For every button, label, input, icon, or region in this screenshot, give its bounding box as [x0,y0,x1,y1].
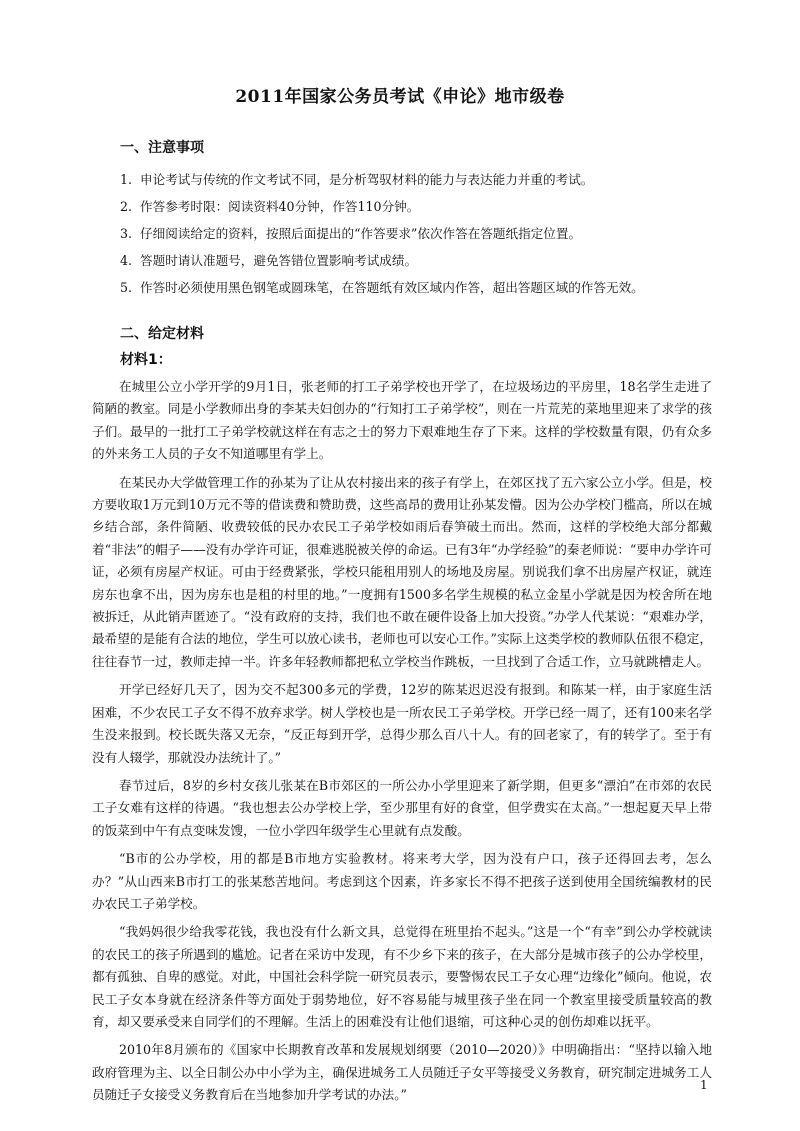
material-label: 材料1： [120,352,172,368]
material-paragraph: 开学已经好几天了，因为交不起300多元的学费，12岁的陈某迟迟没有报到。和陈某一样，由于家庭生活困难，不少农民工子女不得不放弃求学。树人学校也是一所农民工子弟学校。开学已经一周了，还有100来名学生没来报到。校长既失落又无奈，“反正每到开学，总得少那么百八十人。有的回老家了，有的转学了。至于有没有人辍学，那就没办法统计了。” [92,682,712,765]
material-paragraph: 在城里公立小学开学的9月1日，张老师的打工子弟学校也开学了，在垃圾场边的平房里，18名学生走进了简陋的教室。同是小学教师出身的李某夫妇创办的“行知打工子弟学校”，则在一片荒芜的菜地里迎来了求学的孩子们。最早的一批打工子弟学校就这样在有志之士的努力下艰难地生存了下来。这样的学校数量有限，仍有众多的外来务工人员的子女不知道哪里有学上。 [92,379,712,462]
material-paragraph: “我妈妈很少给我零花钱，我也没有什么新文具，总觉得在班里抬不起头。”这是一个“有幸”到公办学校就读的农民工的孩子所遇到的尴尬。记者在采访中发现，有不少乡下来的孩子，在大部分是城市孩子的公办学校里，都有孤独、自卑的感觉。对此，中国社会科学院一研究员表示，要警惕农民工子女心理“边缘化”倾向。他说，农民工子女本身就在经济条件等方面处于弱势地位，好不容易能与城里孩子坐在同一个教室里接受质量较高的教育，却又要承受来自同学们的不理解。生活上的困难没有让他们退缩，可这种心灵的创伤却难以抚平。 [92,924,712,1029]
note-item [120,278,712,298]
note-number: 4. [120,253,133,268]
note-number: 1. [120,172,133,187]
note-item [120,224,712,244]
notes-list [92,170,712,298]
note-text: 作答时必须使用黑色钢笔或圆珠笔，在答题纸有效区域内作答，超出答题区域的作答无效。 [140,280,644,295]
material-paragraph: 2010年8月颁布的《国家中长期教育改革和发展规划纲要（2010—2020）》中明确指出：“坚持以输入地政府管理为主、以全日制公办中小学为主，确保进城务工人员随迁子女平等接受义务教育，研究制定进城务工人员随迁子女接受义务教育后在当地参加升学考试的办法。” [92,1042,712,1103]
note-text: 作答参考时限：阅读资料40分钟，作答110分钟。 [140,199,420,214]
document-body [92,138,712,1113]
material-paragraph: 在某民办大学做管理工作的孙某为了让从农村接出来的孩子有学上，在郊区找了五六家公立小学。但是，校方要收取1万元到10万元不等的借读费和赞助费，这些高昂的费用让孙某发懵。因为公办学校门槛高，所以在城乡结合部，条件简陋、收费较低的民办农民工子弟学校如雨后春笋破土而出。然而，这样的学校绝大部分都戴着“非法”的帽子——没有办学许可证，很难逃脱被关停的命运。已有3年“办学经验”的秦老师说：“要申办学许可证，必须有房屋产权证。可由于经费紧张，学校只能租用别人的场地及房屋。别说我们拿不出房屋产权证，就连房东也拿不出，因为房东也是租的村里的地。”一度拥有1500多名学生规模的私立金星小学就是因为校舍所在地被拆迁，从此销声匿迹了。“没有政府的支持，我们也不敢在硬件设备上加大投资。”办学人代某说：“艰难办学，最希望的是能有合法的地位，学生可以放心读书，老师也可以安心工作。”实际上这类学校的教师队伍很不稳定，往往春节一过，教师走掉一半。许多年轻教师都把私立学校当作跳板，一旦找到了合适工作，立马就跳槽走人。 [92,474,712,669]
section-heading-materials: 二、给定材料 [120,326,204,342]
note-text: 答题时请认准题号，避免答错位置影响考试成绩。 [140,253,418,268]
note-item [120,197,712,217]
material-paragraph: 春节过后，8岁的乡村女孩儿张某在B市郊区的一所公办小学里迎来了新学期，但更多“漂泊”在市郊的农民工子女难有这样的待遇。“我也想去公办学校上学，至少那里有好的食堂，但学费实在太高。”一想起夏天早上带的饭菜到中午有点变味发馊，一位小学四年级学生心里就有点发酸。 [92,777,712,838]
note-text: 申论考试与传统的作文考试不同，是分析驾驭材料的能力与表达能力并重的考试。 [140,172,594,187]
note-number: 2. [120,199,133,214]
document-title: 2011年国家公务员考试《申论》地市级卷 [235,87,565,107]
section-heading-notes: 一、注意事项 [120,140,204,156]
note-text: 仔细阅读给定的资料，按照后面提出的“作答要求”依次作答在答题纸指定位置。 [140,226,582,241]
note-item [120,251,712,271]
material-paragraph: “B市的公办学校，用的都是B市地方实验教材。将来考大学，因为没有户口，孩子还得回去考，怎么办？”从山西来B市打工的张某愁苦地问。考虑到这个因素，许多家长不得不把孩子送到使用全国统编教材的民办农民工子弟学校。 [92,851,712,911]
page-number: 1 [700,1078,708,1092]
note-item [120,170,712,190]
note-number: 3. [120,226,133,241]
note-number: 5. [120,280,133,295]
